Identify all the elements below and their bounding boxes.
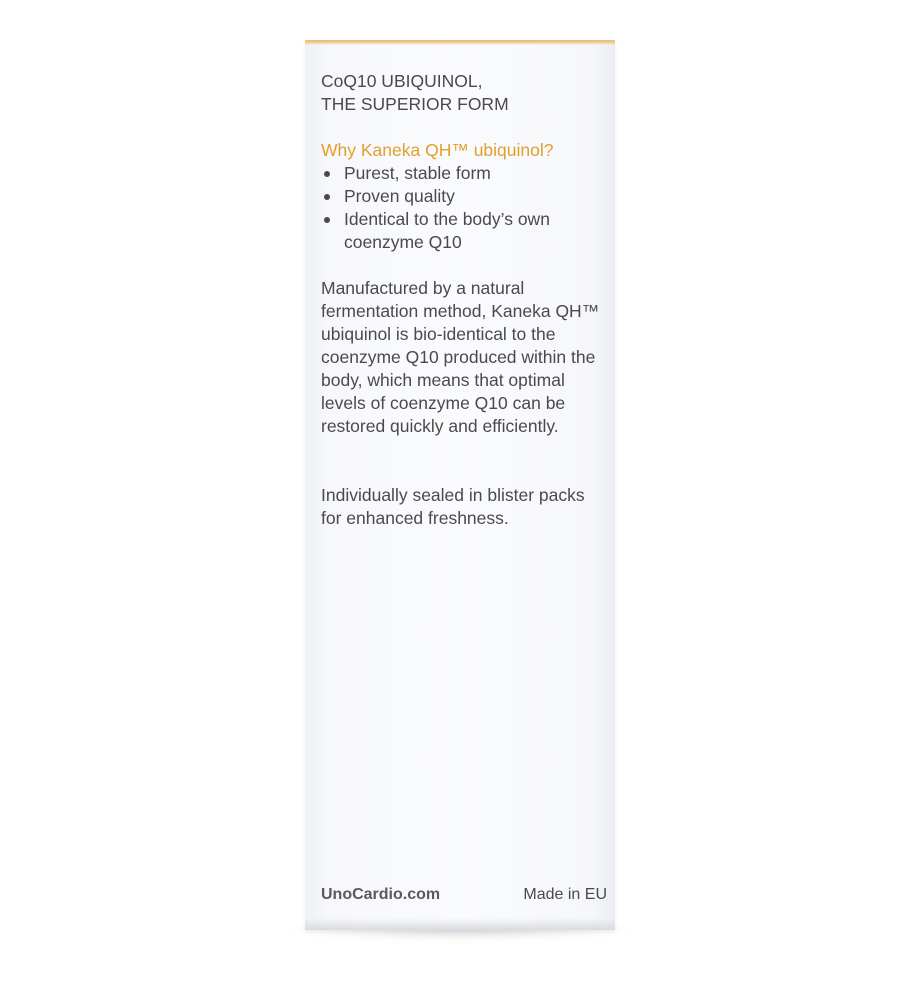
list-item-text: Identical to the body’s own coenzyme Q10 [344, 209, 550, 252]
box-top-edge [305, 40, 615, 45]
list-item [321, 185, 605, 208]
bullet-icon [324, 194, 330, 200]
description-paragraph: Manufactured by a natural fermentation method, Kaneka QH™ ubiquinol is bio-identical to the coenzyme Q10 produced within the body, which means that optimal levels of coenzyme Q10 can be restored quickly and efficiently. [321, 278, 600, 436]
subheading: Why Kaneka QH™ ubiquinol? [321, 140, 554, 160]
list-item-text: Purest, stable form [344, 163, 491, 183]
list-item [321, 208, 605, 254]
product-box-side-panel [305, 40, 615, 930]
list-item-text: Proven quality [344, 186, 455, 206]
website-label: UnoCardio.com [321, 886, 441, 903]
heading-line-1: CoQ10 UBIQUINOL, [321, 71, 483, 91]
heading-line-2: THE SUPERIOR FORM [321, 94, 509, 114]
bullet-icon [324, 171, 330, 177]
bullet-icon [324, 217, 330, 223]
origin-label: Made in EU [523, 886, 607, 903]
list-item [321, 162, 605, 185]
benefit-list [321, 162, 605, 254]
panel-content [321, 70, 605, 530]
box-bottom-edge [305, 918, 615, 930]
freshness-note: Individually sealed in blister packs for enhanced freshness. [321, 485, 585, 528]
panel-heading [321, 70, 605, 116]
